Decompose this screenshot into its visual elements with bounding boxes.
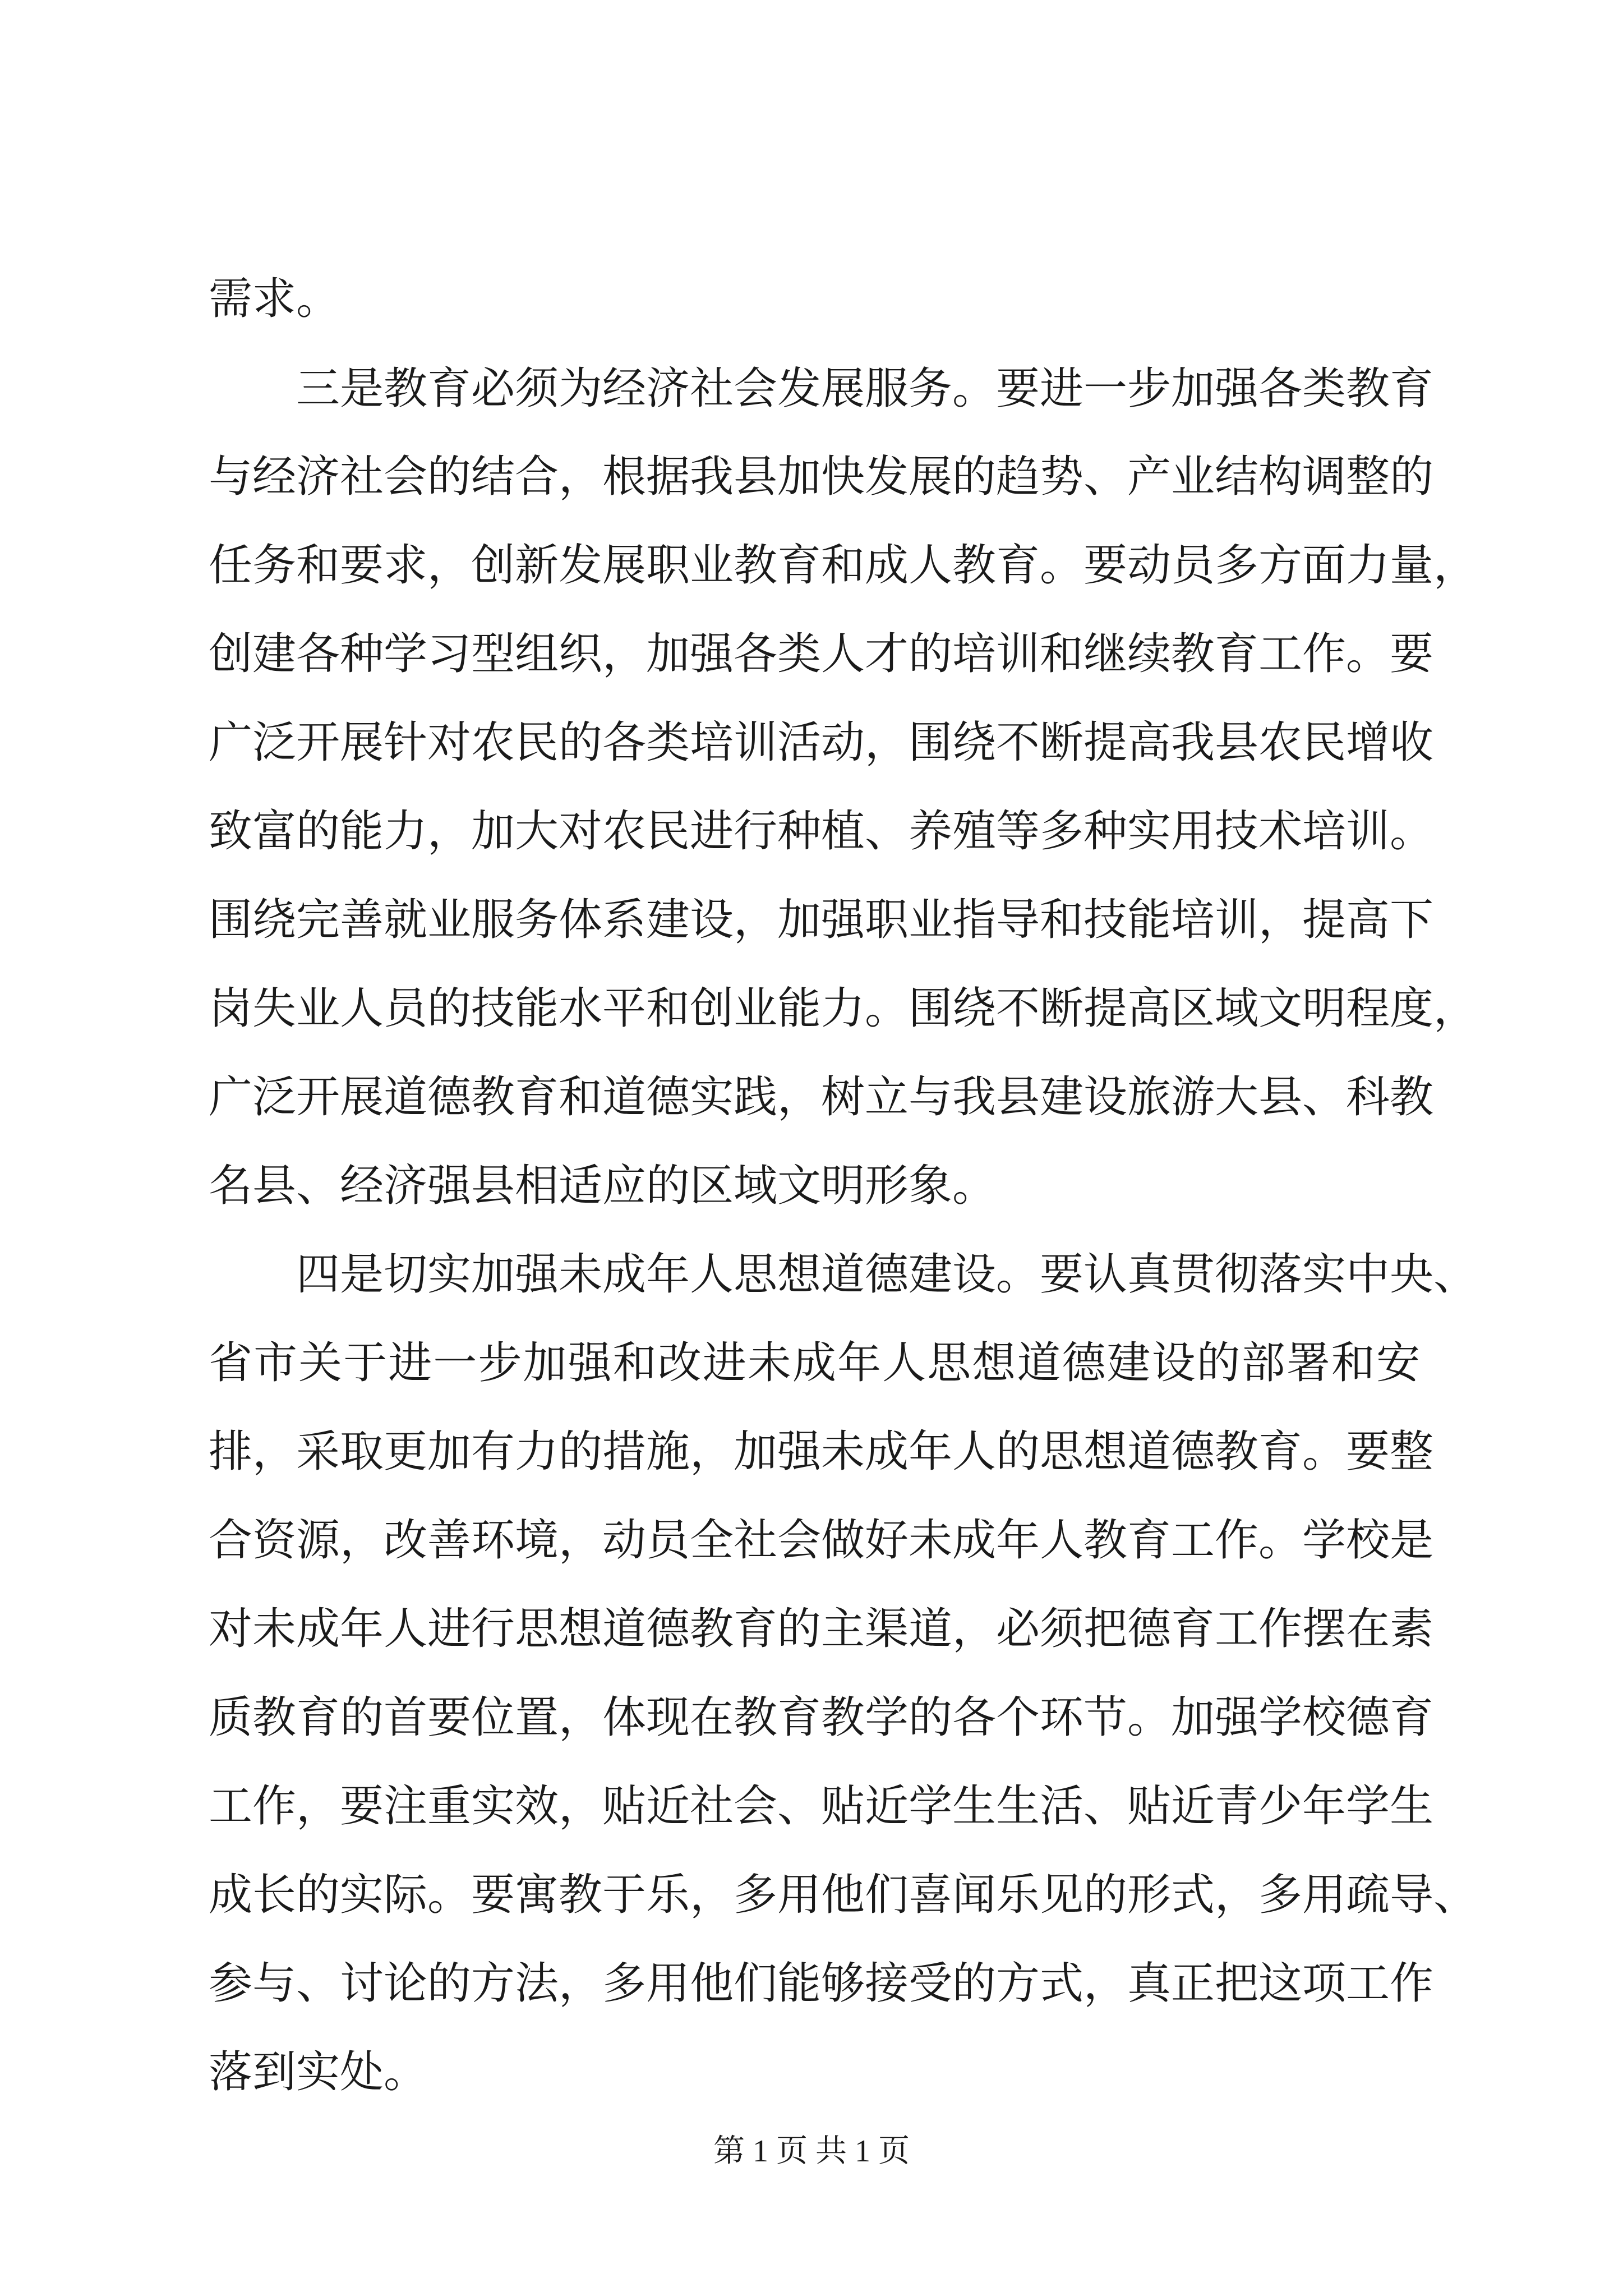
- paragraph-line: 排，采取更加有力的措施，加强未成年人的思想道德教育。要整: [209, 1427, 1434, 1477]
- paragraph-line: 对未成年人进行思想道德教育的主渠道，必须把德育工作摆在素: [209, 1604, 1434, 1654]
- paragraph-line: 致富的能力，加大对农民进行种植、养殖等多种实用技术培训。: [209, 806, 1434, 857]
- paragraph-line: 岗失业人员的技能水平和创业能力。围绕不断提高区域文明程度，: [209, 983, 1478, 1034]
- page-footer: 第 1 页 共 1 页: [713, 2134, 910, 2169]
- paragraph-line: 质教育的首要位置，体现在教育教学的各个环节。加强学校德育: [209, 1692, 1434, 1743]
- paragraph-line: 创建各种学习型组织，加强各类人才的培训和继续教育工作。要: [209, 629, 1434, 679]
- paragraph-line: 围绕完善就业服务体系建设，加强职业指导和技能培训，提高下: [209, 895, 1434, 945]
- paragraph-line: 合资源，改善环境，动员全社会做好未成年人教育工作。学校是: [209, 1515, 1434, 1566]
- paragraph-line: 需求。: [209, 274, 340, 324]
- paragraph-line: 任务和要求，创新发展职业教育和成人教育。要动员多方面力量，: [209, 540, 1478, 591]
- paragraph-line: 落到实处。: [209, 2047, 428, 2097]
- paragraph-line: 工作，要注重实效，贴近社会、贴近学生生活、贴近青少年学生: [209, 1781, 1434, 1832]
- paragraph-line: 名县、经济强县相适应的区域文明形象。: [209, 1161, 997, 1211]
- paragraph-line: 广泛开展针对农民的各类培训活动，围绕不断提高我县农民增收: [209, 717, 1434, 768]
- paragraph-line: 成长的实际。要寓教于乐，多用他们喜闻乐见的形式，多用疏导、: [209, 1870, 1478, 1920]
- paragraph-line: 三是教育必须为经济社会发展服务。要进一步加强各类教育: [296, 364, 1434, 414]
- paragraph-line: 参与、讨论的方法，多用他们能够接受的方式，真正把这项工作: [209, 1958, 1434, 2009]
- paragraph-line: 省市关于进一步加强和改进未成年人思想道德建设的部署和安: [209, 1338, 1420, 1388]
- paragraph-line: 与经济社会的结合，根据我县加快发展的趋势、产业结构调整的: [209, 452, 1434, 502]
- paragraph-line: 四是切实加强未成年人思想道德建设。要认真贯彻落实中央、: [296, 1249, 1478, 1300]
- paragraph-line: 广泛开展道德教育和道德实践，树立与我县建设旅游大县、科教: [209, 1072, 1434, 1122]
